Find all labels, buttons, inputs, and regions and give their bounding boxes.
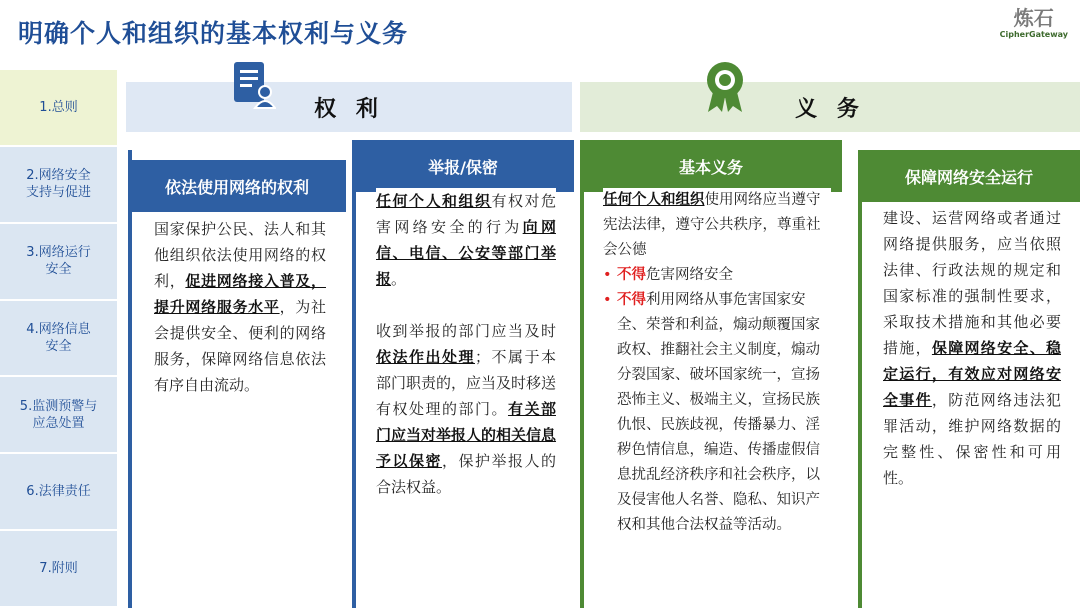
c4-text-1: 保障网络安全、稳定运行，有效应对网络安全事件 [883, 339, 1061, 409]
logo-en: CipherGateway [999, 30, 1068, 39]
bullet-dot-icon: • [603, 267, 612, 283]
c3-bullet-1 [603, 263, 831, 288]
award-badge-icon [700, 58, 750, 114]
column-4-edge [858, 150, 862, 608]
c2-paragraph-2 [376, 318, 556, 500]
c2-p1-3: 。 [391, 270, 407, 288]
c2-p1-2: 向网信、电信、公安等部门举报 [376, 218, 556, 288]
sidebar-item-appendix[interactable]: 7.附则 [0, 531, 117, 608]
sidebar-item-information-security[interactable]: 4.网络信息 安全 [0, 301, 117, 378]
column-3-header: 基本义务 [580, 140, 842, 192]
c3-b2-text: 利用网络从事危害国家安全、荣誉和利益，煽动颠覆国家政权、推翻社会主义制度，煽动分裂国家、破坏国家统一，宣扬恐怖主义、极端主义，宣扬民族仇恨、民族歧视，传播暴力、淫秽色情信息，编造、传播虚假信息扰乱经济秩序和社会秩序，以及侵害他人名誉、隐私、知识产权和其他合法权益等活动。 [617, 292, 820, 533]
c3-intro-1: 使用网络应当遵守宪法法律，遵守公共秩序，尊重社会公德 [603, 192, 821, 258]
c2-p1-0: 任何个人和组织 [376, 192, 492, 210]
c1-text-0: 国家保护公民、法人和其他组织依法使用网络的权利， [154, 220, 326, 290]
c3-intro-0: 任何个人和组织 [603, 192, 705, 208]
column-2-edge [352, 150, 356, 608]
column-1-header: 依法使用网络的权利 [128, 160, 346, 212]
sidebar-item-support[interactable]: 2.网络安全 支持与促进 [0, 147, 117, 224]
column-2-header: 举报/保密 [352, 140, 574, 192]
column-1-edge [128, 150, 132, 608]
page-title: 明确个人和组织的基本权利与义务 [18, 19, 409, 48]
c1-text-1: 促进网络接入普及，提升网络服务水平 [154, 272, 326, 316]
c2-p1-1: 有权对危害网络安全的行为 [376, 192, 556, 236]
c3-bullet-2 [603, 288, 831, 538]
sidebar-item-legal-liability[interactable]: 6.法律责任 [0, 454, 117, 531]
duties-banner: 义 务 [580, 82, 1080, 132]
c3-intro [603, 188, 831, 263]
column-4-header: 保障网络安全运行 [858, 150, 1080, 202]
logo-cn: 炼石 [1013, 6, 1054, 30]
c2-p2-0: 收到举报的部门应当及时 [376, 322, 556, 340]
sidebar-item-general[interactable]: 1.总则 [0, 70, 117, 147]
chapter-sidebar [0, 70, 117, 608]
c4-text-0: 建设、运营网络或者通过网络提供服务，应当依照法律、行政法规的规定和国家标准的强制性要求，采取技术措施和其他必要措施， [883, 209, 1061, 357]
bullet-dot-icon: • [603, 292, 612, 308]
column-2-body [376, 188, 556, 500]
document-person-icon [232, 60, 276, 110]
column-3-body [603, 188, 831, 538]
column-3-edge [580, 150, 584, 608]
c3-b1-red: 不得 [617, 267, 646, 283]
sidebar-item-operation-security[interactable]: 3.网络运行 安全 [0, 224, 117, 301]
sidebar-item-monitoring[interactable]: 5.监测预警与 应急处置 [0, 377, 117, 454]
c2-p2-1: 依法作出处理 [376, 348, 475, 366]
c2-p2-2: ；不属于本部门职责的，应当及时移送有权处理的部门。 [376, 348, 557, 418]
c3-b1-text: 危害网络安全 [646, 267, 733, 283]
column-1-body [154, 216, 326, 398]
column-4-body [883, 205, 1061, 491]
c4-text-2: ，防范网络违法犯罪活动，维护网络数据的完整性、保密性和可用性。 [883, 391, 1061, 487]
c2-p2-3: 有关部门应当对举报人的相关信息予以保密 [376, 400, 557, 470]
brand-logo [1000, 6, 1068, 39]
c1-text-2: ，为社会提供安全、便利的网络服务，保障网络信息依法有序自由流动。 [154, 298, 326, 394]
c2-paragraph-1 [376, 188, 556, 292]
c3-b2-red: 不得 [617, 292, 646, 308]
rights-banner: 权 利 [126, 82, 572, 132]
c2-p2-4: ，保护举报人的合法权益。 [376, 452, 556, 496]
